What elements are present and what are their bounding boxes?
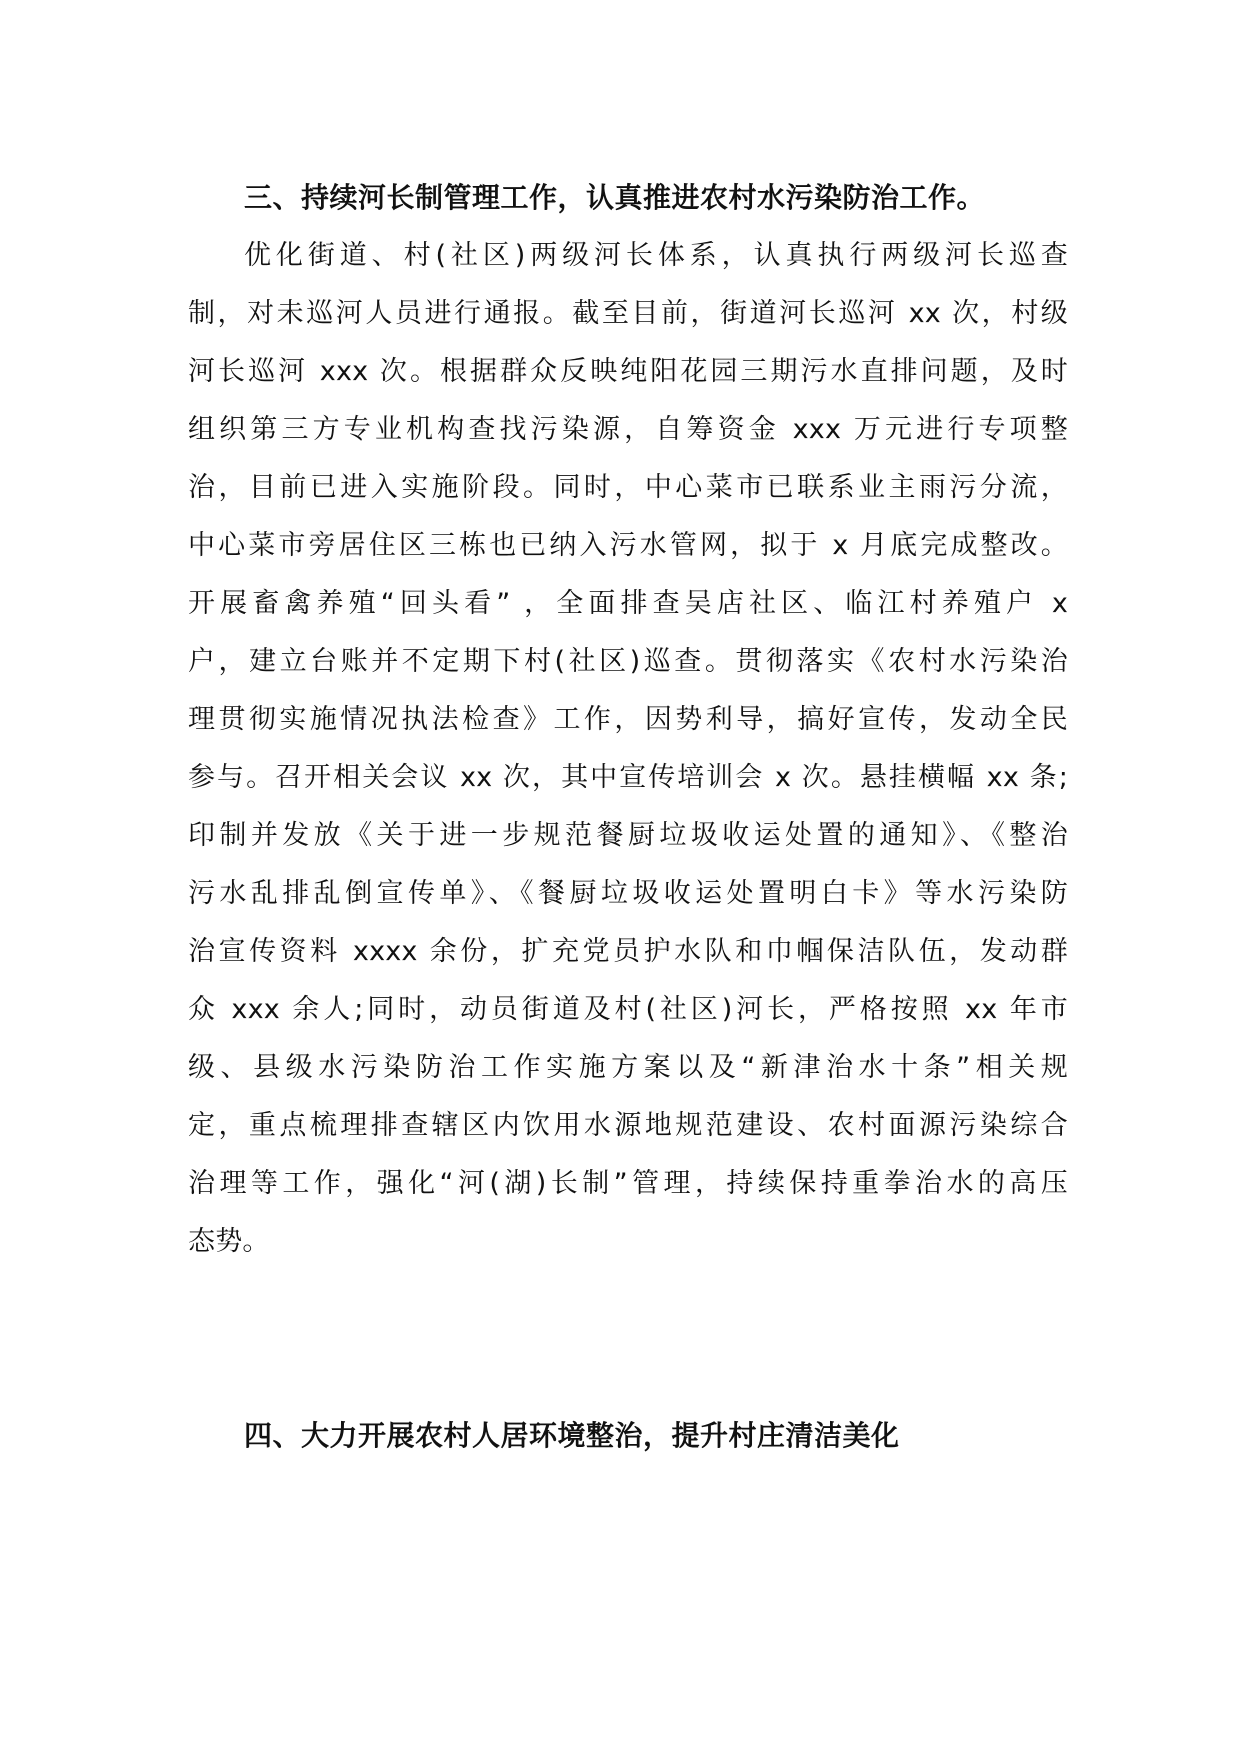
paragraph-line: 治宣传资料 xxxx 余份，扩充党员护水队和巾帼保洁队伍，发动群: [188, 936, 1068, 967]
paragraph-line: 户，建立台账并不定期下村(社区)巡查。贯彻落实《农村水污染治: [188, 646, 1068, 677]
paragraph-line: 治理等工作，强化“河(湖)长制”管理，持续保持重拳治水的高压: [188, 1168, 1068, 1199]
paragraph-line: 中心菜市旁居住区三栋也已纳入污水管网，拟于 x 月底完成整改。: [188, 530, 1068, 561]
paragraph-line: 治，目前已进入实施阶段。同时，中心菜市已联系业主雨污分流，: [188, 472, 1068, 503]
paragraph-line: 态势。: [188, 1226, 270, 1257]
paragraph-line: 河长巡河 xxx 次。根据群众反映纯阳花园三期污水直排问题，及时: [188, 356, 1068, 387]
paragraph-line: 定，重点梳理排查辖区内饮用水源地规范建设、农村面源污染综合: [188, 1110, 1068, 1141]
paragraph-line: 印制并发放《关于进一步规范餐厨垃圾收运处置的通知》、《整治: [188, 820, 1068, 851]
paragraph-line: 开展畜禽养殖“回头看” ，全面排查吴店社区、临江村养殖户 x: [188, 588, 1068, 619]
section-4-heading: 四、大力开展农村人居环境整治，提升村庄清洁美化: [244, 1419, 900, 1452]
paragraph-line: 污水乱排乱倒宣传单》、《餐厨垃圾收运处置明白卡》等水污染防: [188, 878, 1068, 909]
paragraph-line: 优化街道、村(社区)两级河长体系，认真执行两级河长巡查: [244, 240, 1068, 271]
paragraph-line: 参与。召开相关会议 xx 次，其中宣传培训会 x 次。悬挂横幅 xx 条;: [188, 762, 1068, 793]
section-3-heading: 三、持续河长制管理工作，认真推进农村水污染防治工作。: [244, 181, 986, 214]
paragraph-line: 级、县级水污染防治工作实施方案以及“新津治水十条”相关规: [188, 1052, 1068, 1083]
paragraph-line: 理贯彻实施情况执法检查》工作，因势利导，搞好宣传，发动全民: [188, 704, 1068, 735]
paragraph-line: 组织第三方专业机构查找污染源，自筹资金 xxx 万元进行专项整: [188, 414, 1068, 445]
paragraph-line: 众 xxx 余人;同时，动员街道及村(社区)河长，严格按照 xx 年市: [188, 994, 1068, 1025]
paragraph-line: 制，对未巡河人员进行通报。截至目前，街道河长巡河 xx 次，村级: [188, 298, 1068, 329]
